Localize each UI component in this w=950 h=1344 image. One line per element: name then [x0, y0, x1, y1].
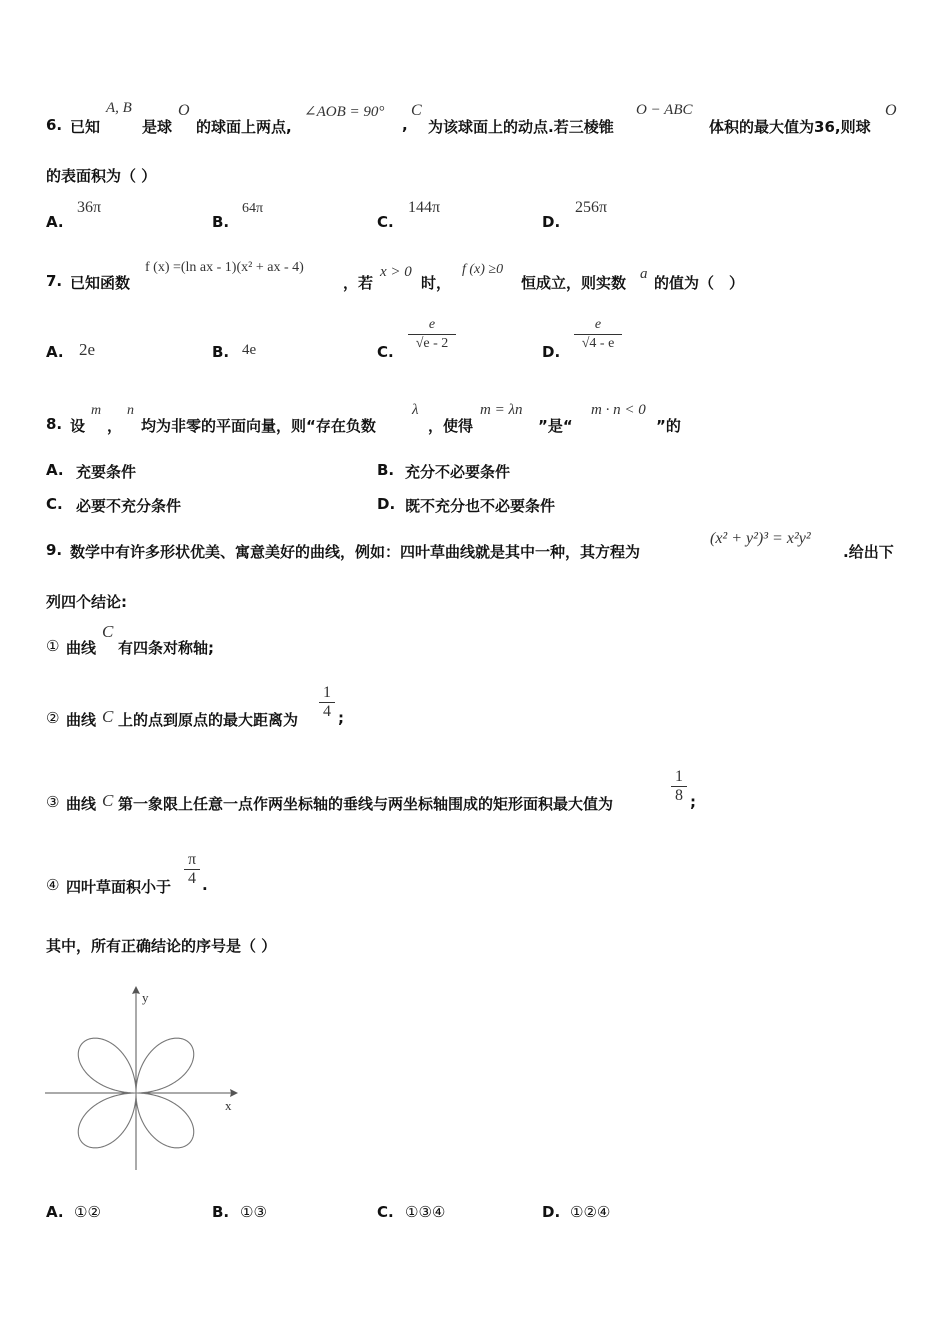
q6-math-ab: A, B: [106, 100, 132, 116]
q9-number: 9.: [46, 541, 63, 559]
q6-text-5: 为该球面上的动点.若三棱锥: [428, 118, 614, 136]
q8-math-lambda: λ: [412, 402, 419, 418]
q8-option-c-value: 必要不充分条件: [76, 497, 182, 515]
q7-text-1: 已知函数: [70, 274, 131, 292]
q9-c3-numerator: 1: [675, 768, 683, 785]
q8-text-2: ，: [107, 417, 123, 435]
q9-c2-fraction: [319, 684, 335, 721]
q6-option-b-label: B.: [212, 213, 230, 231]
q7-number: 7.: [46, 272, 63, 290]
q7-math-function: f (x) =(ln ax - 1)(x² + ax - 4): [145, 260, 304, 275]
q9-c3-text-b: 第一象限上任意一点作两坐标轴的垂线与两坐标轴围成的矩形面积最大值为: [118, 795, 614, 813]
q8-option-b-label: B.: [377, 461, 395, 479]
q9-c2-numerator: 1: [323, 684, 331, 701]
q8-math-eq: m = λn: [480, 402, 523, 418]
q6-text-3: 的球面上两点,: [196, 118, 292, 136]
q7-option-d-fraction: [574, 316, 622, 353]
q9-c2-text-a: 曲线: [66, 711, 97, 729]
q6-math-c: C: [411, 102, 422, 119]
q7-option-c-fraction: [408, 316, 456, 353]
q9-option-c-label: C.: [377, 1203, 394, 1221]
q7-option-a-label: A.: [46, 343, 64, 361]
q7-option-d-label: D.: [542, 343, 561, 361]
q9-c3-text-a: 曲线: [66, 795, 97, 813]
q7-option-d-numerator: e: [594, 317, 602, 332]
q9-option-d-label: D.: [542, 1203, 561, 1221]
q6-option-d-label: D.: [542, 213, 561, 231]
q6-option-c-value: 144π: [408, 199, 441, 216]
q6-text-2: 是球: [142, 118, 173, 136]
q6-option-a-value: 36π: [77, 199, 102, 216]
q9-c4-text-c: .: [202, 876, 208, 894]
q9-c4-numerator: π: [187, 851, 197, 868]
q6-number: 6.: [46, 116, 63, 134]
q6-option-c-label: C.: [377, 213, 394, 231]
q6-math-oabc: O − ABC: [636, 102, 693, 118]
q9-option-a-label: A.: [46, 1203, 64, 1221]
q9-option-c-value: ①③④: [405, 1203, 446, 1221]
x-axis-arrow: [230, 1089, 238, 1097]
q8-option-d-value: 既不充分也不必要条件: [405, 497, 556, 515]
q9-text-3: 列四个结论:: [46, 593, 127, 611]
q9-c2-text-b: 上的点到原点的最大距离为: [118, 711, 299, 729]
q9-c3-text-c: ;: [690, 793, 696, 811]
q8-option-a-value: 充要条件: [76, 463, 137, 481]
q9-c1-mark: ①: [46, 637, 60, 655]
q8-text-1: 设: [70, 417, 86, 435]
q9-c4-fraction: [184, 851, 200, 888]
four-leaf-clover-figure: [40, 980, 250, 1180]
q9-option-d-value: ①②④: [570, 1203, 611, 1221]
q8-text-3: 均为非零的平面向量，则“存在负数: [141, 417, 376, 435]
q7-option-c-numerator: e: [428, 317, 436, 332]
q8-option-a-label: A.: [46, 461, 64, 479]
q9-c3-denominator: 8: [675, 787, 683, 804]
q9-c2-math: C: [102, 707, 114, 726]
q8-math-m: m: [91, 403, 102, 418]
q9-c3-math: C: [102, 791, 114, 810]
q7-option-c-denominator: √e - 2: [415, 336, 449, 351]
q8-text-5: ”是“: [538, 417, 573, 435]
q6-math-o2: O: [885, 102, 897, 119]
q8-number: 8.: [46, 415, 63, 433]
q9-c3-fraction: [671, 768, 687, 805]
q7-text-4: 恒成立，则实数: [521, 274, 627, 292]
q6-option-a-label: A.: [46, 213, 64, 231]
q7-option-b-label: B.: [212, 343, 230, 361]
q9-c4-mark: ④: [46, 876, 60, 894]
q9-option-b-value: ①③: [240, 1203, 267, 1221]
q9-c4-denominator: 4: [188, 870, 196, 887]
q7-option-b-value: 4e: [242, 342, 257, 358]
q7-math-a: a: [640, 266, 648, 282]
q7-text-2: ，若: [343, 274, 374, 292]
q7-text-3: 时，: [421, 274, 452, 292]
q9-ask: 其中，所有正确结论的序号是（ ）: [46, 937, 277, 955]
q9-c1-math: C: [102, 622, 114, 641]
q9-c1-text-b: 有四条对称轴;: [118, 639, 214, 657]
q6-text-7: 的表面积为（ ）: [46, 167, 157, 185]
q9-option-b-label: B.: [212, 1203, 230, 1221]
q6-option-d-value: 256π: [575, 199, 608, 216]
q6-option-b-value: 64π: [242, 201, 264, 216]
q7-math-ineq: f (x) ≥0: [462, 262, 504, 277]
q6-math-angle: ∠AOB = 90°: [304, 104, 385, 120]
q7-math-condition: x > 0: [380, 264, 412, 280]
q6-text-6: 体积的最大值为36,则球: [709, 118, 871, 136]
q7-text-5: 的值为（ ）: [654, 274, 745, 292]
q9-c2-text-c: ;: [338, 709, 344, 727]
q8-text-6: ”的: [656, 417, 681, 435]
y-axis-arrow: [132, 986, 140, 994]
q9-c4-text-a: 四叶草面积小于: [66, 878, 172, 896]
q9-c2-mark: ②: [46, 709, 60, 727]
q6-text-4: ,: [402, 116, 408, 134]
q9-c3-mark: ③: [46, 793, 60, 811]
q8-option-b-value: 充分不必要条件: [405, 463, 511, 481]
q8-option-d-label: D.: [377, 495, 396, 513]
q9-math-equation: (x² + y²)³ = x²y²: [710, 530, 811, 547]
q8-math-n: n: [127, 403, 134, 418]
q7-option-d-denominator: √4 - e: [581, 336, 615, 351]
q8-option-c-label: C.: [46, 495, 63, 513]
x-axis-label: x: [225, 1098, 232, 1113]
q6-math-o: O: [178, 102, 190, 119]
y-axis-label: y: [142, 990, 149, 1005]
q7-option-a-value: 2e: [79, 340, 96, 359]
q8-text-4: ，使得: [428, 417, 474, 435]
q6-text-1: 已知: [70, 118, 101, 136]
q9-text-2: .给出下: [843, 543, 894, 561]
q9-c1-text-a: 曲线: [66, 639, 97, 657]
q9-c2-denominator: 4: [323, 703, 331, 720]
q7-option-c-label: C.: [377, 343, 394, 361]
q9-text-1: 数学中有许多形状优美、寓意美好的曲线，例如：四叶草曲线就是其中一种，其方程为: [70, 543, 641, 561]
q9-option-a-value: ①②: [74, 1203, 101, 1221]
q8-math-dot: m · n < 0: [591, 402, 646, 418]
